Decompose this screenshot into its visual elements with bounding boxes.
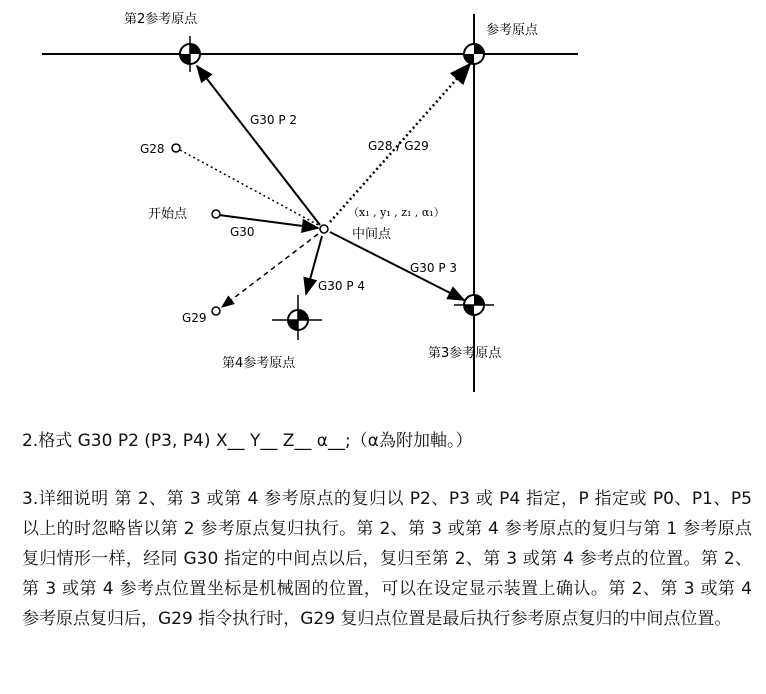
g28-point-marker bbox=[172, 144, 180, 152]
g30-label: G30 bbox=[230, 225, 255, 239]
g28-g29-label: G28 / G29 bbox=[368, 139, 429, 153]
format-line: 2.格式 G30 P2 (P3, P4) X__ Y__ Z__ α__;（α為附加軸。） bbox=[22, 431, 473, 451]
ref1-label: 参考原点 bbox=[486, 23, 539, 38]
ref-point-1-symbol bbox=[464, 44, 484, 64]
mid-label: 中间点 bbox=[352, 227, 392, 242]
mid-coords-label: （x₁ , y₁ , z₁ , α₁） bbox=[348, 206, 445, 219]
g29-dashed-path bbox=[222, 234, 318, 307]
g28-dotted-path bbox=[180, 150, 320, 226]
ref3-label: 第3参考原点 bbox=[428, 346, 502, 361]
mid-point-marker bbox=[320, 225, 328, 233]
ref2-label: 第2参考原点 bbox=[124, 12, 198, 27]
g30p3-label: G30 P 3 bbox=[410, 261, 458, 275]
start-point-marker bbox=[212, 210, 220, 218]
g30p2-label: G30 P 2 bbox=[250, 113, 298, 127]
g30p2-path bbox=[197, 66, 320, 225]
detail-paragraph: 3.详细说明 第 2、第 3 或第 4 参考原点的复归以 P2、P3 或 P4 指定，P 指定或 P0、P1、P5 以上的时忽略皆以第 2 参考原点复归执行。第 2、第 3 或第 4 参考原点的复归与第 1 参考原点复归情形一样，经同 G30 指定的中间点以后，复归至第 2、第 3 或第 4 参考点的位置。第 2、第 3 或第 4 参考点位置坐标是机械圄的位置，可以在设定显示装置上确认。第 2、第 3 或第 4 参考原点复归后，G29 指令执行时，G29 复归点位置是最后执行参考原点复归的中间点位置。 bbox=[22, 489, 752, 629]
g29-point-label: G29 bbox=[182, 311, 207, 325]
start-label: 开始点 bbox=[148, 207, 188, 222]
ref4-label: 第4参考原点 bbox=[222, 356, 296, 371]
g28-point-label: G28 bbox=[140, 142, 165, 156]
ref-point-4-symbol bbox=[272, 295, 322, 340]
g30p4-label: G30 P 4 bbox=[318, 279, 366, 293]
g29-point-marker bbox=[212, 307, 220, 315]
